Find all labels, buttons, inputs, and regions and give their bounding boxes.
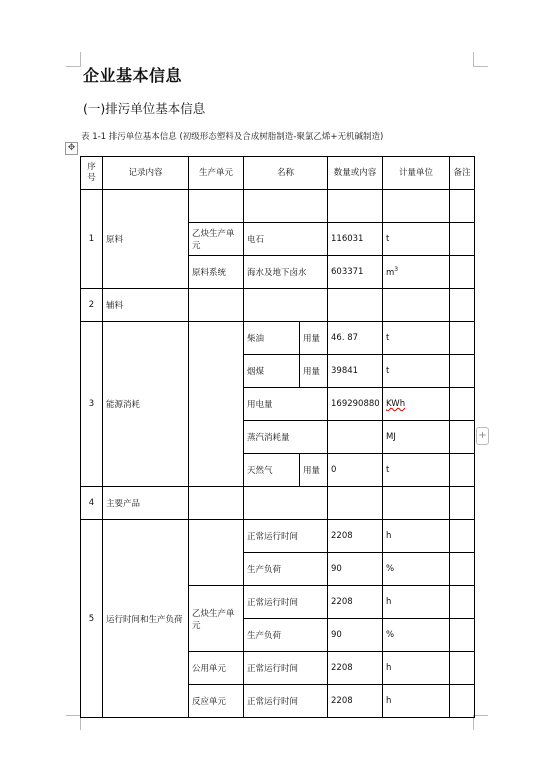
cell-name[interactable]: 柴油	[244, 322, 300, 355]
cell-content[interactable]: 能源消耗	[103, 322, 189, 487]
spellcheck-underlined-text: KWh	[386, 399, 406, 409]
cell-note[interactable]	[450, 520, 475, 553]
cell-measure[interactable]: t	[383, 454, 450, 487]
page-corner-mark	[66, 715, 81, 730]
cell-qty[interactable]: 2208	[328, 520, 383, 553]
cell-unit[interactable]	[189, 487, 244, 520]
cell-note[interactable]	[450, 454, 475, 487]
cell-note[interactable]	[450, 421, 475, 454]
cell-qty[interactable]: 0	[328, 454, 383, 487]
cell-unit[interactable]	[189, 520, 244, 586]
cell-measure[interactable]: h	[383, 586, 450, 619]
cell-measure[interactable]: h	[383, 652, 450, 685]
cell-note[interactable]	[450, 388, 475, 421]
unit-superscript: 3	[394, 266, 399, 274]
cell-content[interactable]: 运行时间和生产负荷	[103, 520, 189, 718]
header-name[interactable]: 名称	[244, 157, 328, 190]
page-corner-mark	[473, 52, 488, 67]
cell-name[interactable]	[244, 289, 328, 322]
cell-name[interactable]	[244, 487, 328, 520]
cell-unit[interactable]	[189, 322, 244, 487]
section-heading[interactable]: (一)排污单位基本信息	[83, 101, 206, 116]
cell-qty[interactable]: 2208	[328, 685, 383, 718]
table-row	[81, 190, 475, 223]
cell-qty[interactable]: 2208	[328, 586, 383, 619]
cell-measure[interactable]: t	[383, 355, 450, 388]
cell-qty[interactable]: 603371	[328, 256, 383, 289]
cell-measure[interactable]: h	[383, 520, 450, 553]
cell-note[interactable]	[450, 322, 475, 355]
add-column-button[interactable]: +	[476, 427, 489, 445]
cell-note[interactable]	[450, 355, 475, 388]
page-corner-mark	[473, 715, 488, 730]
table-header-row	[81, 157, 475, 190]
table-caption[interactable]: 表 1-1 排污单位基本信息 (初级形态塑料及合成树脂制造-聚氯乙烯+无机碱制造)	[81, 132, 384, 142]
cell-note[interactable]	[450, 652, 475, 685]
table-row	[81, 487, 475, 520]
cell-note[interactable]	[450, 553, 475, 586]
cell-name[interactable]: 蒸汽消耗量	[244, 421, 328, 454]
cell-measure[interactable]	[383, 190, 450, 223]
table-row	[81, 322, 475, 355]
cell-name[interactable]: 生产负荷	[244, 553, 328, 586]
cell-unit[interactable]: 原料系统	[189, 256, 244, 289]
cell-measure[interactable]: t	[383, 322, 450, 355]
cell-qty[interactable]	[328, 487, 383, 520]
cell-unit[interactable]: 反应单元	[189, 685, 244, 718]
cell-name[interactable]: 海水及地下卤水	[244, 256, 328, 289]
cell-measure[interactable]	[383, 289, 450, 322]
table-row	[81, 289, 475, 322]
cell-name[interactable]: 用电量	[244, 388, 328, 421]
page-corner-mark	[66, 52, 81, 67]
cell-unit[interactable]	[189, 190, 244, 223]
cell-note[interactable]	[450, 256, 475, 289]
cell-name[interactable]: 正常运行时间	[244, 520, 328, 553]
cell-seq[interactable]: 5	[81, 520, 103, 718]
cell-content[interactable]: 辅料	[103, 289, 189, 322]
cell-subname[interactable]: 用量	[300, 322, 328, 355]
cell-qty[interactable]: 2208	[328, 652, 383, 685]
cell-qty[interactable]	[328, 421, 383, 454]
cell-qty[interactable]: 46. 87	[328, 322, 383, 355]
cell-content[interactable]: 主要产品	[103, 487, 189, 520]
cell-seq[interactable]: 4	[81, 487, 103, 520]
cell-note[interactable]	[450, 619, 475, 652]
cell-unit[interactable]: 公用单元	[189, 652, 244, 685]
page-title[interactable]: 企业基本信息	[83, 66, 183, 85]
cell-measure[interactable]	[383, 256, 450, 289]
cell-qty[interactable]	[328, 289, 383, 322]
cell-qty[interactable]: 90	[328, 619, 383, 652]
cell-note[interactable]	[450, 190, 475, 223]
header-content[interactable]: 记录内容	[103, 157, 189, 190]
cell-note[interactable]	[450, 586, 475, 619]
cell-name[interactable]: 正常运行时间	[244, 652, 328, 685]
cell-unit[interactable]: 乙炔生产单元	[189, 586, 244, 652]
unit-text: m	[386, 267, 395, 278]
cell-subname[interactable]: 用量	[300, 355, 328, 388]
cell-note[interactable]	[450, 685, 475, 718]
cell-measure[interactable]: %	[383, 619, 450, 652]
cell-seq[interactable]: 3	[81, 322, 103, 487]
table-move-handle-icon[interactable]: ✥	[65, 142, 78, 155]
cell-measure[interactable]: MJ	[383, 421, 450, 454]
cell-name[interactable]: 烟煤	[244, 355, 300, 388]
cell-subname[interactable]: 用量	[300, 454, 328, 487]
cell-qty[interactable]: 90	[328, 553, 383, 586]
cell-name[interactable]: 生产负荷	[244, 619, 328, 652]
cell-name[interactable]: 正常运行时间	[244, 685, 328, 718]
header-qty[interactable]: 数量或内容	[328, 157, 383, 190]
cell-measure[interactable]: %	[383, 553, 450, 586]
cell-measure[interactable]	[383, 487, 450, 520]
table-row	[81, 520, 475, 553]
cell-measure[interactable]: h	[383, 685, 450, 718]
cell-qty[interactable]: 116031	[328, 223, 383, 256]
cell-qty[interactable]	[328, 190, 383, 223]
cell-measure[interactable]	[383, 388, 450, 421]
cell-qty[interactable]: 39841	[328, 355, 383, 388]
cell-note[interactable]	[450, 487, 475, 520]
header-unit[interactable]: 生产单元	[189, 157, 244, 190]
cell-name[interactable]: 天然气	[244, 454, 300, 487]
basic-info-table	[80, 156, 475, 718]
cell-note[interactable]	[450, 289, 475, 322]
cell-name[interactable]: 电石	[244, 223, 328, 256]
cell-measure[interactable]: t	[383, 223, 450, 256]
cell-unit[interactable]: 乙炔生产单元	[189, 223, 244, 256]
cell-seq[interactable]: 1	[81, 190, 103, 289]
cell-seq[interactable]: 2	[81, 289, 103, 322]
cell-qty[interactable]: 169290880	[328, 388, 383, 421]
header-note[interactable]: 备注	[450, 157, 475, 190]
cell-name[interactable]	[244, 190, 328, 223]
header-measure[interactable]: 计量单位	[383, 157, 450, 190]
header-seq[interactable]: 序号	[81, 157, 103, 190]
cell-unit[interactable]	[189, 289, 244, 322]
cell-name[interactable]: 正常运行时间	[244, 586, 328, 619]
cell-content[interactable]: 原料	[103, 190, 189, 289]
cell-note[interactable]	[450, 223, 475, 256]
